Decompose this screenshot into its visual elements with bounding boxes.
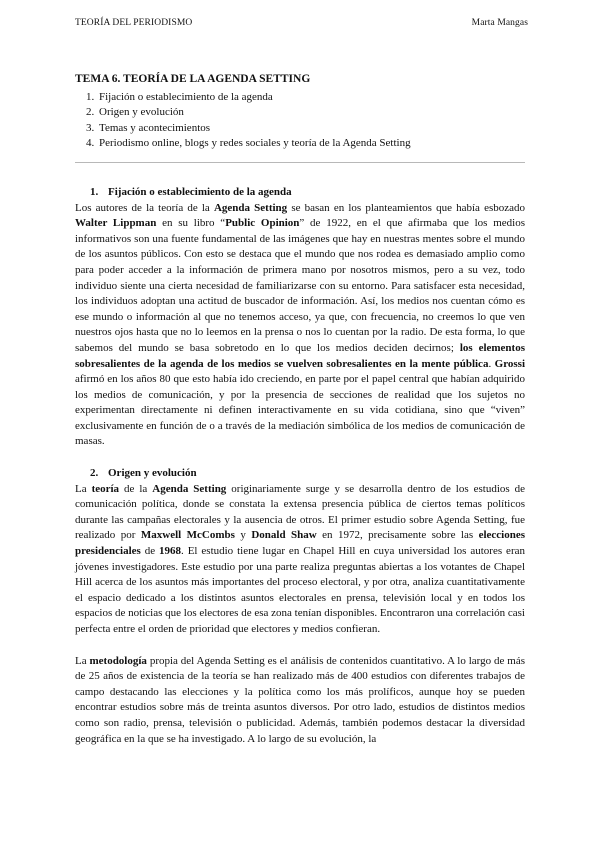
text-run: de la: [119, 482, 153, 495]
section-1-number: 1.: [90, 185, 99, 198]
bold-text-run: metodología: [89, 654, 147, 667]
toc-item: 1. Fijación o establecimiento de la agenda: [97, 90, 525, 106]
bold-text-run: los elementos sobresalientes de la agenda de los medios se vuelven sobresalientes en la mente pública: [75, 341, 525, 370]
text-run: . El estudio tiene lugar en Chapel Hill en cuya universidad los autores eran jóvenes investigadores. Este estudio por una parte realiza preguntas abiertas a los votantes de Chapel Hill acerca de los asuntos más importantes del proceso electoral, y por otra, analiza cuantitativamente el espacio dedicado a los distintos asuntos electorales en prensa, televisión local y en todos los espacios de noticias que los electores de esa zona tenían disponibles. Encontraron una correlación casi perfecta entre el orden de prioridad que electores y medios confieran.: [75, 545, 525, 635]
section-divider: [75, 162, 525, 163]
text-run: afirmó en los años 80 que esto había ido creciendo, en parte por el papel central que habían adquirido los medios de comunicación, y por la presencia de secciones de realidad que los sujetos no experimentan directamente ni definen interactivamente en su vida cotidiana, sino que “viven” exclusivamente en función de o a través de la mediación simbólica de los medios de comunicación de masas.: [75, 373, 525, 448]
document-title: TEMA 6. TEORÍA DE LA AGENDA SETTING: [75, 73, 311, 85]
header-course-title: TEORÍA DEL PERIODISMO: [75, 18, 193, 28]
bold-text-run: Public Opinion: [225, 217, 300, 230]
section-2-paragraph: [75, 654, 525, 748]
table-of-contents: [75, 90, 525, 152]
text-run: originariamente surge y se desarrolla dentro de los estudios de comunicación política, donde se constata la extensa presencia pública de ciertos temas políticos durante las campañas electorales y la ausencia de otros. El primer estudio sobre Agenda Setting, fue realizado por: [75, 482, 526, 542]
section-2-title: Origen y evolución: [108, 467, 197, 480]
text-run: ” de 1922, en el que afirmaba que los medios informativos son una fuente fundamental de las imágenes que hay en nuestras mentes sobre el mundo de los asuntos públicos. Con esto se destaca que el mundo que nos rodea es demasiado amplio como para poder acceder a la información de primera mano por nosotros mismos, pero a su vez, todo individuo siente una cierta necesidad de familiarizarse con su entorno. Para satisfacer esta necesidad, los individuos adoptan una actitud de buscador de información. Así, los medios nos cuentan cómo es ese mundo o información al que no tenemos acceso, ya que, con frecuencia, no creemos lo que ven nuestros ojos hasta que no lo leemos en la prensa o nos lo cuentan por la radio. De esta forma, lo que sabemos del mundo se basa sobretodo en lo que los medios deciden decirnos;: [75, 217, 525, 354]
section-2-paragraph: [75, 482, 525, 638]
section-1-heading: [75, 185, 525, 201]
bold-text-run: teoría: [91, 482, 120, 495]
bold-text-run: elecciones presidenciales: [75, 529, 526, 558]
bold-text-run: 1968: [159, 545, 182, 558]
bold-text-run: Walter Lippman: [75, 217, 157, 230]
text-run: y: [234, 529, 252, 542]
section-spacer: [75, 450, 525, 466]
bold-text-run: Grossi: [494, 357, 526, 370]
section-1-title: Fijación o establecimiento de la agenda: [108, 185, 292, 198]
text-run: Los autores de la teoría de la: [75, 201, 214, 214]
toc-item: 4. Periodismo online, blogs y redes sociales y teoría de la Agenda Setting: [97, 136, 525, 152]
header-author: Marta Mangas: [471, 18, 528, 28]
bold-text-run: Agenda Setting: [213, 201, 288, 214]
text-run: .: [488, 357, 495, 370]
section-1-paragraph: [75, 201, 525, 451]
toc-item: 2. Origen y evolución: [97, 105, 525, 121]
text-run: La: [75, 654, 90, 667]
text-run: se basan en los planteamientos que había esbozado: [287, 201, 526, 214]
bold-text-run: Agenda Setting: [152, 482, 227, 495]
section-2-heading: [75, 466, 525, 482]
text-run: propia del Agenda Setting es el análisis de contenidos cuantitativo. A lo largo de más de 25 años de existencia de la teoría se han realizado más de 400 estudios con diferentes trabajos de campo destacando las elecciones y la política como los más prolíficos, aunque hoy se pueden encontrar estudios sobre más de treinta asuntos diversos. Por otro lado, estudios de distintos medios como son radio, prensa, televisión o publicidad. Además, también podemos destacar la diversidad geográfica en la que se ha investigado. A lo largo de su evolución, la: [75, 654, 525, 745]
section-2-number: 2.: [90, 467, 99, 480]
text-run: La: [75, 482, 92, 495]
page-content: [75, 72, 525, 747]
bold-text-run: Donald Shaw: [251, 529, 317, 542]
text-run: de: [140, 545, 160, 558]
toc-item: 3. Temas y acontecimientos: [97, 121, 525, 137]
text-run: en su libro “: [156, 217, 226, 230]
text-run: en 1972, precisamente sobre las: [316, 529, 479, 542]
bold-text-run: Maxwell McCombs: [140, 529, 235, 542]
